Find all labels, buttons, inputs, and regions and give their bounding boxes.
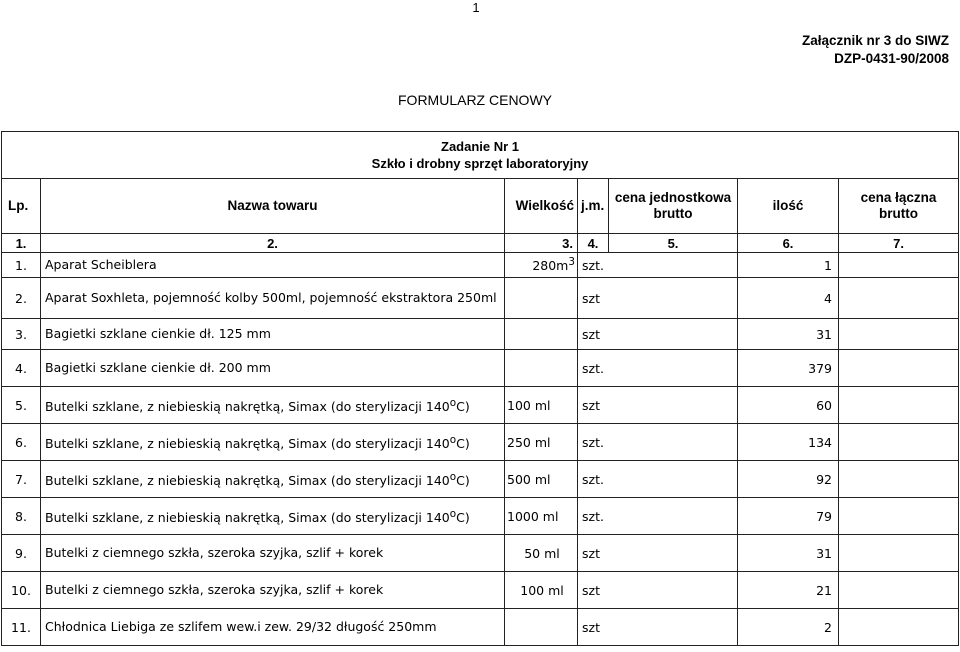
- form-title: FORMULARZ CENOWY: [398, 92, 552, 108]
- row-total: [839, 350, 959, 387]
- row-total: [839, 461, 959, 498]
- row-lp: 11.: [2, 609, 41, 646]
- row-size: [505, 253, 578, 278]
- row-qty: 60: [738, 387, 839, 424]
- row-name: Aparat Scheiblera: [41, 253, 505, 278]
- table-row: [2, 535, 959, 572]
- row-size: [505, 609, 578, 646]
- row-qty: 31: [738, 319, 839, 350]
- row-size: 100 ml: [505, 387, 578, 424]
- row-qty: 92: [738, 461, 839, 498]
- row-unit: szt.: [578, 253, 738, 278]
- row-unit: szt.: [578, 424, 738, 461]
- row-total: [839, 253, 959, 278]
- row-lp: 10.: [2, 572, 41, 609]
- row-size: 1000 ml: [505, 498, 578, 535]
- column-number: 2.: [41, 234, 505, 253]
- row-qty: 134: [738, 424, 839, 461]
- row-name: [41, 498, 505, 535]
- row-total: [839, 387, 959, 424]
- row-qty: 2: [738, 609, 839, 646]
- header-size: Wielkość: [505, 179, 578, 234]
- row-size: [505, 278, 578, 319]
- row-name: Chłodnica Liebiga ze szlifem wew.i zew. 29/32 długość 250mm: [41, 609, 505, 646]
- task-description: Szkło i drobny sprzęt laboratoryjny: [371, 156, 589, 171]
- column-number-row: [2, 234, 959, 253]
- row-size: [505, 350, 578, 387]
- task-heading: [2, 132, 959, 179]
- row-name-text: Butelki szklane, z niebieskią nakrętką, Simax (do sterylizacji 140: [45, 473, 450, 489]
- row-total: [839, 278, 959, 319]
- table-row: [2, 424, 959, 461]
- row-name: [41, 387, 505, 424]
- row-name-text: Butelki szklane, z niebieskią nakrętką, Simax (do sterylizacji 140: [45, 399, 450, 415]
- page-number: 1: [472, 0, 480, 15]
- row-name-text: Butelki szklane, z niebieskią nakrętką, Simax (do sterylizacji 140: [45, 510, 450, 526]
- row-unit: szt: [578, 609, 738, 646]
- row-lp: 1.: [2, 253, 41, 278]
- degree-sign: o: [449, 507, 457, 520]
- header-name: Nazwa towaru: [41, 179, 505, 234]
- row-name-suffix: C): [456, 436, 470, 452]
- row-name: [41, 424, 505, 461]
- row-size: 50 ml: [505, 535, 578, 572]
- row-name-suffix: C): [456, 473, 470, 489]
- row-unit: szt.: [578, 498, 738, 535]
- row-total: [839, 572, 959, 609]
- row-name: [41, 461, 505, 498]
- table-row: [2, 387, 959, 424]
- row-lp: 4.: [2, 350, 41, 387]
- row-total: [839, 535, 959, 572]
- table-row: [2, 498, 959, 535]
- degree-sign: o: [449, 470, 457, 483]
- row-total: [839, 319, 959, 350]
- column-number: 6.: [738, 234, 839, 253]
- row-unit: szt: [578, 387, 738, 424]
- header-total: [839, 179, 959, 234]
- table-row: [2, 278, 959, 319]
- row-name: Bagietki szklane cienkie dł. 125 mm: [41, 319, 505, 350]
- table-row: [2, 461, 959, 498]
- row-lp: 7.: [2, 461, 41, 498]
- row-qty: 79: [738, 498, 839, 535]
- row-qty: 4: [738, 278, 839, 319]
- row-qty: 1: [738, 253, 839, 278]
- attachment-header: [802, 32, 949, 68]
- row-lp: 8.: [2, 498, 41, 535]
- header-unit: j.m.: [578, 179, 609, 234]
- row-lp: 2.: [2, 278, 41, 319]
- row-unit: szt: [578, 278, 738, 319]
- header-qty: ilość: [738, 179, 839, 234]
- header-unit-price: [609, 179, 738, 234]
- row-qty: 21: [738, 572, 839, 609]
- column-number: 3.: [505, 234, 578, 253]
- column-number: 5.: [609, 234, 738, 253]
- row-lp: 6.: [2, 424, 41, 461]
- table-row: [2, 572, 959, 609]
- row-unit: szt.: [578, 350, 738, 387]
- row-name-suffix: C): [456, 399, 470, 415]
- row-size: 250 ml: [505, 424, 578, 461]
- table-row: [2, 319, 959, 350]
- row-lp: 9.: [2, 535, 41, 572]
- column-number: 7.: [839, 234, 959, 253]
- table-row: [2, 350, 959, 387]
- row-size: 100 ml: [505, 572, 578, 609]
- price-form-table: [1, 131, 959, 646]
- row-qty: 31: [738, 535, 839, 572]
- header-unit-price-line2: brutto: [653, 206, 693, 221]
- row-name: Bagietki szklane cienkie dł. 200 mm: [41, 350, 505, 387]
- header-unit-price-line1: cena jednostkowa: [614, 190, 732, 205]
- degree-sign: o: [449, 396, 457, 409]
- row-size-exponent: 3: [568, 256, 575, 269]
- row-unit: szt: [578, 535, 738, 572]
- column-number: 4.: [578, 234, 609, 253]
- row-name-text: Butelki szklane, z niebieskią nakrętką, Simax (do sterylizacji 140: [45, 436, 450, 452]
- row-name: Butelki z ciemnego szkła, szeroka szyjka, szlif + korek: [41, 535, 505, 572]
- header-total-line1: cena łączna: [860, 190, 937, 205]
- row-name: Aparat Soxhleta, pojemność kolby 500ml, pojemność ekstraktora 250ml: [41, 278, 505, 319]
- row-total: [839, 609, 959, 646]
- case-number: DZP-0431-90/2008: [834, 51, 949, 66]
- header-total-line2: brutto: [879, 206, 919, 221]
- table-row: [2, 253, 959, 278]
- row-size-value: 280m: [532, 258, 569, 274]
- header-row: [2, 179, 959, 234]
- row-size: [505, 319, 578, 350]
- row-total: [839, 498, 959, 535]
- row-lp: 3.: [2, 319, 41, 350]
- task-number: Zadanie Nr 1: [441, 139, 520, 154]
- row-size: 500 ml: [505, 461, 578, 498]
- row-lp: 5.: [2, 387, 41, 424]
- row-unit: szt: [578, 319, 738, 350]
- degree-sign: o: [449, 433, 457, 446]
- row-unit: szt: [578, 572, 738, 609]
- attachment-title: Załącznik nr 3 do SIWZ: [801, 33, 949, 48]
- column-number: 1.: [2, 234, 41, 253]
- row-total: [839, 424, 959, 461]
- row-name-suffix: C): [456, 510, 470, 526]
- header-lp: Lp.: [2, 179, 41, 234]
- row-name: Butelki z ciemnego szkła, szeroka szyjka, szlif + korek: [41, 572, 505, 609]
- row-unit: szt.: [578, 461, 738, 498]
- table-row: [2, 609, 959, 646]
- row-qty: 379: [738, 350, 839, 387]
